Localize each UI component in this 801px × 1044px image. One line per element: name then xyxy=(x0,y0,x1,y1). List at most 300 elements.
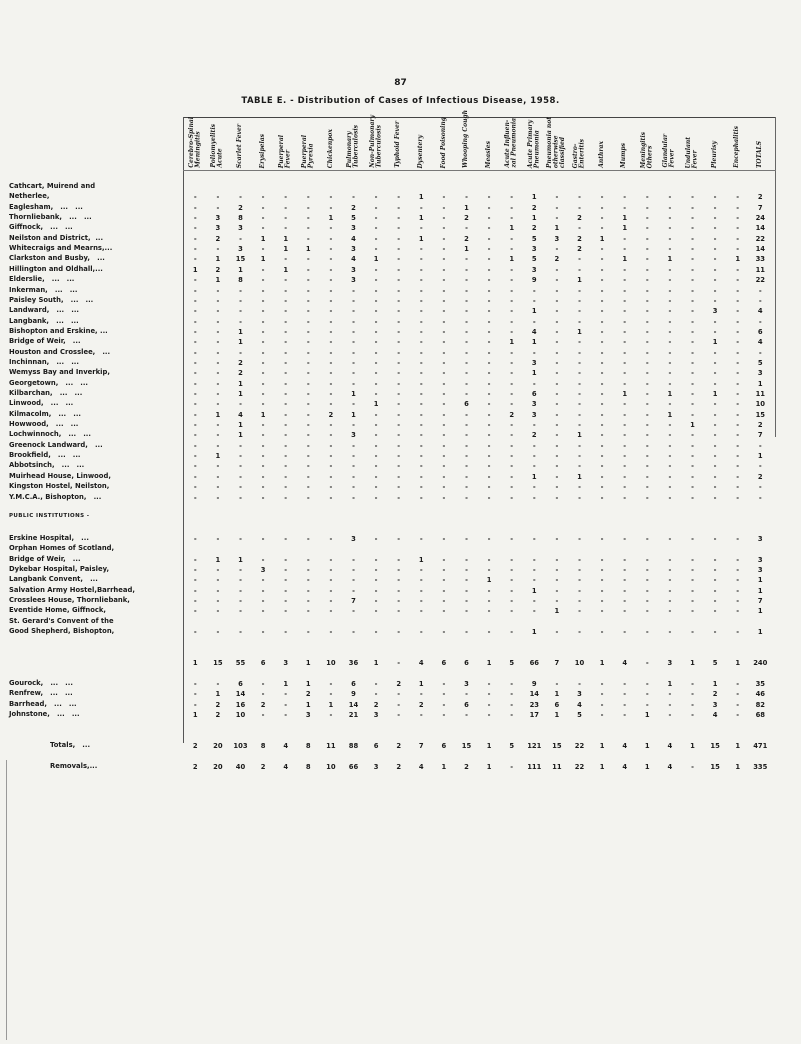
table-cell: 22 xyxy=(574,762,585,771)
table-cell: - xyxy=(645,690,649,699)
table-cell: 1 xyxy=(735,741,741,750)
table-cell: - xyxy=(713,214,717,223)
table-cell: 1 xyxy=(215,410,221,419)
table-cell: - xyxy=(645,265,649,274)
row-label: Thornliebank, ... ... xyxy=(9,213,92,222)
table-cell: - xyxy=(600,327,604,336)
column-header-label: Anthrax xyxy=(597,141,605,168)
table-cell: - xyxy=(578,265,581,274)
table-cell: - xyxy=(193,245,197,254)
table-cell: 10 xyxy=(574,659,585,668)
table-cell: - xyxy=(736,276,740,285)
table-cell: 15 xyxy=(461,741,472,750)
table-cell: - xyxy=(419,431,423,440)
table-cell: 1 xyxy=(712,338,718,347)
table-cell: - xyxy=(261,597,265,605)
table-cell: - xyxy=(600,276,604,285)
table-cell: - xyxy=(193,255,197,264)
table-cell: 1 xyxy=(351,410,356,419)
table-cell: - xyxy=(736,390,740,398)
table-cell: - xyxy=(600,255,604,264)
table-row xyxy=(0,701,801,712)
table-cell: - xyxy=(329,338,333,347)
table-row xyxy=(0,494,801,505)
row-label: Bridge of Weir, ... xyxy=(9,337,81,346)
table-cell: - xyxy=(397,224,401,233)
table-cell: - xyxy=(329,265,333,274)
table-cell: - xyxy=(442,358,446,367)
table-cell: 1 xyxy=(260,410,266,419)
table-cell: - xyxy=(487,452,491,461)
table-cell: - xyxy=(487,296,491,305)
table-cell: - xyxy=(736,234,740,243)
table-cell: - xyxy=(510,390,514,398)
table-cell: - xyxy=(442,534,446,543)
table-cell: - xyxy=(578,379,581,388)
table-cell: - xyxy=(419,400,423,409)
table-cell: - xyxy=(578,317,581,326)
table-cell: - xyxy=(329,234,333,243)
table-cell: - xyxy=(623,276,627,285)
total-cell: 46 xyxy=(755,690,766,699)
total-cell: 1 xyxy=(757,576,763,585)
table-cell: - xyxy=(645,245,649,254)
table-cell: 2 xyxy=(577,234,582,243)
table-cell: - xyxy=(261,679,265,688)
table-cell: - xyxy=(600,431,604,440)
table-cell: - xyxy=(306,421,310,430)
table-cell: - xyxy=(465,431,468,440)
column-header xyxy=(571,118,589,168)
table-cell: - xyxy=(691,348,694,357)
table-cell: - xyxy=(668,369,672,378)
table-cell: - xyxy=(668,452,672,461)
table-cell: 10 xyxy=(235,710,246,719)
table-cell: 1 xyxy=(283,245,289,254)
table-cell: - xyxy=(691,286,694,295)
table-cell: - xyxy=(193,379,197,388)
table-cell: 2 xyxy=(351,203,356,212)
table-cell: - xyxy=(306,369,310,378)
table-cell: - xyxy=(374,628,378,637)
table-cell: - xyxy=(442,441,446,450)
table-cell: - xyxy=(465,296,468,305)
table-cell: - xyxy=(555,452,559,461)
table-cell: 20 xyxy=(213,741,223,750)
table-cell: - xyxy=(736,690,740,699)
table-cell: - xyxy=(487,379,491,388)
table-cell: - xyxy=(216,679,220,688)
table-cell: - xyxy=(329,586,333,595)
table-cell: - xyxy=(261,265,265,274)
table-cell: - xyxy=(691,379,694,388)
table-cell: 3 xyxy=(215,224,221,233)
row-label: Inchinnan, ... ... xyxy=(9,357,79,366)
table-cell: - xyxy=(668,628,672,637)
table-cell: - xyxy=(193,607,197,616)
table-cell: - xyxy=(374,224,378,233)
table-cell: - xyxy=(397,565,401,574)
table-cell: - xyxy=(487,431,491,440)
table-cell: - xyxy=(397,214,401,223)
table-cell: 4 xyxy=(667,741,673,750)
table-cell: - xyxy=(465,338,468,347)
table-cell: - xyxy=(329,483,333,492)
table-cell: 11 xyxy=(326,741,336,750)
table-cell: - xyxy=(261,421,265,430)
table-cell: 1 xyxy=(192,265,198,274)
table-cell: - xyxy=(442,307,446,316)
table-row xyxy=(0,245,801,256)
table-cell: - xyxy=(284,369,288,378)
table-cell: - xyxy=(216,483,220,492)
table-cell: - xyxy=(352,296,355,305)
table-cell: 3 xyxy=(238,224,243,233)
column-header-label: Undulant Fever xyxy=(684,136,699,168)
table-cell: - xyxy=(261,483,265,492)
column-header xyxy=(729,118,747,168)
table-cell: - xyxy=(510,317,514,326)
table-cell: - xyxy=(555,307,559,316)
table-cell: 1 xyxy=(509,224,515,233)
table-cell: - xyxy=(239,296,242,305)
table-cell: - xyxy=(532,348,536,357)
table-cell: 3 xyxy=(238,245,243,254)
table-cell: - xyxy=(668,576,672,585)
table-cell: - xyxy=(442,462,446,471)
table-cell: 1 xyxy=(735,659,741,668)
table-cell: 14 xyxy=(529,690,540,699)
table-cell: - xyxy=(691,390,694,398)
table-cell: - xyxy=(419,493,423,502)
table-cell: - xyxy=(216,390,220,398)
table-cell: 1 xyxy=(238,327,243,336)
table-cell: - xyxy=(261,276,265,285)
table-cell: - xyxy=(374,483,378,492)
table-cell: - xyxy=(713,203,717,212)
table-cell: - xyxy=(397,317,401,326)
table-cell: 15 xyxy=(710,762,720,771)
table-cell: - xyxy=(532,441,536,450)
column-header-label: Puerperal Fever xyxy=(278,134,292,168)
table-cell: - xyxy=(284,224,288,233)
table-cell: - xyxy=(284,276,288,285)
table-cell: - xyxy=(465,255,468,264)
row-label: Langbank Convent, ... xyxy=(9,575,98,584)
table-cell: 5 xyxy=(509,659,515,668)
table-cell: - xyxy=(329,379,333,388)
table-cell: - xyxy=(578,462,581,471)
table-cell: - xyxy=(419,565,423,574)
table-cell: - xyxy=(668,338,672,347)
table-cell: - xyxy=(306,317,310,326)
table-cell: - xyxy=(532,597,536,605)
table-cell: - xyxy=(397,431,401,440)
table-cell: 1 xyxy=(554,607,560,616)
table-cell: - xyxy=(532,483,536,492)
table-cell: 6 xyxy=(441,659,447,668)
table-cell: - xyxy=(193,483,197,492)
table-cell: - xyxy=(352,628,355,637)
table-cell: - xyxy=(306,400,310,409)
table-cell: - xyxy=(623,534,627,543)
table-cell: - xyxy=(736,245,740,254)
table-cell: - xyxy=(216,565,220,574)
table-cell: - xyxy=(374,597,378,605)
table-cell: - xyxy=(284,348,288,357)
table-cell: - xyxy=(691,265,694,274)
table-cell: - xyxy=(329,690,333,699)
table-cell: - xyxy=(691,576,694,585)
column-header xyxy=(187,118,205,168)
table-cell: - xyxy=(306,214,310,223)
total-cell: 335 xyxy=(753,762,768,771)
table-cell: - xyxy=(691,338,694,347)
table-row xyxy=(0,607,801,618)
table-cell: - xyxy=(284,690,288,699)
table-cell: - xyxy=(487,307,491,316)
table-cell: - xyxy=(397,555,401,564)
table-cell: - xyxy=(600,628,604,637)
table-row xyxy=(0,452,801,463)
table-title: TABLE E. - Distribution of Cases of Infectious Disease, 1958. xyxy=(241,96,560,106)
table-cell: - xyxy=(578,307,581,316)
table-cell: - xyxy=(510,234,514,243)
table-cell: 2 xyxy=(260,762,266,771)
table-cell: - xyxy=(487,214,491,223)
table-cell: - xyxy=(306,493,310,502)
table-cell: - xyxy=(487,317,491,326)
table-cell: - xyxy=(668,379,672,388)
table-cell: 1 xyxy=(531,586,537,595)
table-cell: - xyxy=(713,276,717,285)
table-cell: - xyxy=(487,348,491,357)
table-cell: - xyxy=(261,214,265,223)
table-cell: - xyxy=(261,317,265,326)
total-cell: 33 xyxy=(755,255,766,264)
row-label: Gourock, ... ... xyxy=(9,678,73,687)
table-cell: - xyxy=(668,276,672,285)
table-cell: - xyxy=(532,576,536,585)
table-cell: - xyxy=(239,597,242,605)
table-cell: - xyxy=(510,358,514,367)
table-cell: - xyxy=(668,265,672,274)
table-cell: 7 xyxy=(351,597,356,605)
table-cell: 2 xyxy=(215,700,221,709)
table-row xyxy=(0,307,801,318)
table-cell: - xyxy=(713,472,717,481)
column-header-label: Non-Pulmonary Tuberculosis xyxy=(368,115,383,168)
table-cell: - xyxy=(713,317,717,326)
table-cell: 1 xyxy=(441,762,447,771)
table-cell: 2 xyxy=(396,679,402,688)
table-cell: 3 xyxy=(373,710,379,719)
table-cell: - xyxy=(623,462,627,471)
table-cell: - xyxy=(306,534,310,543)
table-cell: - xyxy=(397,307,401,316)
table-cell: - xyxy=(193,317,197,326)
row-label: Bridge of Weir, ... xyxy=(9,554,81,563)
table-cell: - xyxy=(668,348,672,357)
table-cell: - xyxy=(600,710,604,719)
table-row xyxy=(0,431,801,442)
table-row xyxy=(0,297,801,308)
row-label: Y.M.C.A., Bishopton, ... xyxy=(9,492,102,501)
table-cell: 3 xyxy=(531,265,537,274)
table-cell: - xyxy=(193,307,197,316)
table-cell: - xyxy=(374,690,378,699)
total-cell: - xyxy=(758,348,762,357)
table-cell: - xyxy=(736,483,740,492)
row-label: Abbotsinch, ... ... xyxy=(9,461,85,470)
table-cell: - xyxy=(465,327,468,336)
table-cell: 1 xyxy=(328,700,334,709)
table-cell: - xyxy=(510,762,514,771)
column-header xyxy=(503,118,521,168)
table-cell: - xyxy=(306,441,310,450)
table-cell: - xyxy=(397,369,401,378)
table-cell: - xyxy=(261,286,265,295)
table-cell: - xyxy=(284,214,288,223)
table-cell: - xyxy=(419,421,423,430)
table-cell: 3 xyxy=(464,679,469,688)
table-cell: - xyxy=(713,441,717,450)
table-cell: - xyxy=(555,203,559,212)
table-cell: - xyxy=(374,265,378,274)
table-cell: 15 xyxy=(213,659,223,668)
table-cell: - xyxy=(736,462,740,471)
table-cell: - xyxy=(352,441,355,450)
table-cell: - xyxy=(510,307,514,316)
table-cell: - xyxy=(578,286,581,295)
table-cell: - xyxy=(600,390,604,398)
table-cell: - xyxy=(465,193,468,202)
table-cell: - xyxy=(600,400,604,409)
column-header-label: TOTALS xyxy=(756,140,764,168)
table-cell: - xyxy=(397,462,401,471)
table-cell: - xyxy=(578,534,581,543)
table-cell: - xyxy=(736,628,740,637)
table-cell: - xyxy=(736,307,740,316)
table-row xyxy=(0,224,801,235)
column-header xyxy=(345,118,363,168)
table-cell: - xyxy=(329,597,333,605)
table-cell: 2 xyxy=(238,369,243,378)
table-cell: - xyxy=(465,597,468,605)
total-cell: 14 xyxy=(755,245,766,254)
table-cell: - xyxy=(555,400,559,409)
table-cell: - xyxy=(487,234,491,243)
table-cell: - xyxy=(668,555,672,564)
total-cell: 1 xyxy=(757,628,763,637)
table-cell: - xyxy=(329,327,333,336)
table-cell: - xyxy=(668,421,672,430)
table-cell: - xyxy=(442,296,446,305)
table-cell: - xyxy=(645,462,649,471)
table-cell: - xyxy=(216,193,220,202)
table-cell: - xyxy=(691,493,694,502)
table-row xyxy=(0,255,801,266)
table-cell: - xyxy=(487,597,491,605)
total-cell: - xyxy=(758,286,762,295)
table-cell: 8 xyxy=(238,276,243,285)
table-cell: - xyxy=(736,338,740,347)
table-cell: - xyxy=(442,286,446,295)
column-header-label: Typhoid Fever xyxy=(394,121,402,168)
table-cell: 8 xyxy=(260,741,266,750)
row-label: Orphan Homes of Scotland, xyxy=(9,544,115,553)
total-cell: - xyxy=(758,317,762,326)
table-cell: - xyxy=(239,286,242,295)
table-cell: - xyxy=(623,679,627,688)
table-cell: 121 xyxy=(527,741,542,750)
table-cell: - xyxy=(397,700,401,709)
table-cell: - xyxy=(419,286,423,295)
table-cell: 17 xyxy=(529,710,540,719)
column-header-label: Encephalitis xyxy=(733,126,741,168)
table-cell: - xyxy=(532,462,536,471)
table-cell: - xyxy=(510,214,514,223)
table-cell: - xyxy=(555,462,559,471)
table-cell: - xyxy=(487,224,491,233)
table-cell: - xyxy=(691,214,694,223)
table-cell: - xyxy=(193,421,197,430)
table-cell: - xyxy=(397,576,401,585)
table-cell: - xyxy=(645,597,649,605)
table-cell: - xyxy=(691,534,694,543)
table-cell: - xyxy=(555,276,559,285)
total-cell: 3 xyxy=(757,565,763,574)
table-cell: - xyxy=(374,234,378,243)
table-cell: - xyxy=(374,245,378,254)
table-cell: - xyxy=(736,286,740,295)
table-cell: - xyxy=(645,483,649,492)
table-cell: - xyxy=(668,400,672,409)
total-cell: 1 xyxy=(757,607,763,616)
total-cell: - xyxy=(758,441,762,450)
table-cell: - xyxy=(600,472,604,481)
table-cell: - xyxy=(261,441,265,450)
column-header xyxy=(300,118,318,168)
row-label: Langbank, ... ... xyxy=(9,316,79,325)
table-cell: 3 xyxy=(531,410,537,419)
table-cell: - xyxy=(510,493,514,502)
table-cell: - xyxy=(261,193,265,202)
table-cell: 1 xyxy=(238,265,243,274)
table-cell: - xyxy=(284,379,288,388)
table-cell: 1 xyxy=(577,431,582,440)
table-cell: - xyxy=(193,369,197,378)
table-cell: - xyxy=(216,245,220,254)
table-cell: - xyxy=(645,286,649,295)
table-cell: - xyxy=(216,586,220,595)
table-cell: - xyxy=(465,462,468,471)
table-cell: - xyxy=(442,390,446,398)
table-cell: - xyxy=(284,410,288,419)
table-cell: - xyxy=(193,410,197,419)
table-cell: - xyxy=(578,597,581,605)
row-label: Lochwinnoch, ... ... xyxy=(9,430,91,439)
table-cell: - xyxy=(216,203,220,212)
total-cell: 24 xyxy=(755,214,766,223)
table-cell: - xyxy=(397,597,401,605)
table-cell: 6 xyxy=(531,390,537,398)
table-cell: - xyxy=(645,493,649,502)
table-cell: 2 xyxy=(192,741,198,750)
table-cell: - xyxy=(239,565,242,574)
table-cell: - xyxy=(578,390,581,398)
table-cell: 4 xyxy=(622,741,628,750)
